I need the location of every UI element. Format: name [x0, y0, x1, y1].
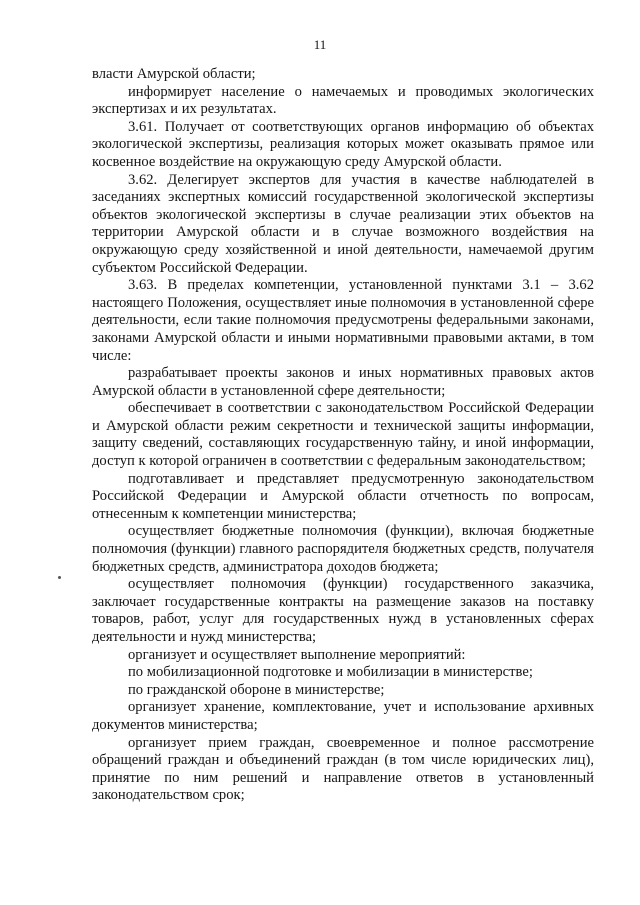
list-item-draft-laws: разрабатывает проекты законов и иных нормативных правовых актов Амурской области в установленной сфере деятельности; — [92, 365, 594, 399]
paragraph-3-63: 3.63. В пределах компетенции, установленной пунктами 3.1 – 3.62 настоящего Положения, осуществляет иные полномочия в установленной сфере деятельности, если такие полномочия предусмотрены федеральными законами, законами Амурской области и иными нормативными правовыми актами, в том числе: — [92, 277, 594, 364]
paragraph-continuation: власти Амурской области; — [92, 66, 256, 82]
paragraph-inform-population: информирует население о намечаемых и проводимых экологических экспертизах и их результатах. — [92, 83, 594, 118]
list-item-secrecy: обеспечивает в соответствии с законодательством Российской Федерации и Амурской области режим секретности и технической защиты информации, защиту сведений, составляющих государственную тайну, и иной информации, доступ к которой ограничен в соответствии с федеральным законодательством; — [92, 400, 594, 470]
paragraph-3-61: 3.61. Получает от соответствующих органов информацию об объектах экологической экспертизы, реализация которых может оказывать прямое или косвенное воздействие на окружающую среду Амурской области. — [92, 118, 594, 170]
paragraph-3-62: 3.62. Делегирует экспертов для участия в качестве наблюдателей в заседаниях экспертных комиссий государственной экологической экспертизы объектов экологической экспертизы в случае реализации этих объектов на территории Амурской области и в случае возможного воздействия на окружающую среду хозяйственной и иной деятельности, намечаемой другим субъектом Российской Федерации. — [92, 171, 594, 276]
list-item-citizen-appeals: организует прием граждан, своевременное и полное рассмотрение обращений граждан и объединений граждан (в том числе юридических лиц), принятие по ним решений и направление ответов в установленный законодательством срок; — [92, 734, 594, 804]
list-item-organizes-events: организует и осуществляет выполнение мероприятий: — [128, 646, 466, 663]
list-item-civil-defense: по гражданской обороне в министерстве; — [128, 681, 385, 698]
list-item-state-customer: осуществляет полномочия (функции) государственного заказчика, заключает государственные контракты на размещение заказов на поставку товаров, работ, услуг для государственных нужд в установленных сферах деятельности и нужд министерства; — [92, 576, 594, 645]
list-item-reporting: подготавливает и представляет предусмотренную законодательством Российской Федерации и Амурской области отчетность по вопросам, отнесенным к компетенции министерства; — [92, 470, 594, 522]
scan-artifact-dot — [58, 576, 61, 579]
list-item-mobilization: по мобилизационной подготовке и мобилизации в министерстве; — [128, 664, 533, 681]
list-item-archives: организует хранение, комплектование, учет и использование архивных документов министерства; — [92, 699, 594, 733]
document-body — [92, 66, 594, 805]
list-item-budget: осуществляет бюджетные полномочия (функции), включая бюджетные полномочия (функции) главного распорядителя бюджетных средств, получателя бюджетных средств, администратора доходов бюджета; — [92, 523, 594, 575]
page-number: 11 — [313, 37, 327, 52]
